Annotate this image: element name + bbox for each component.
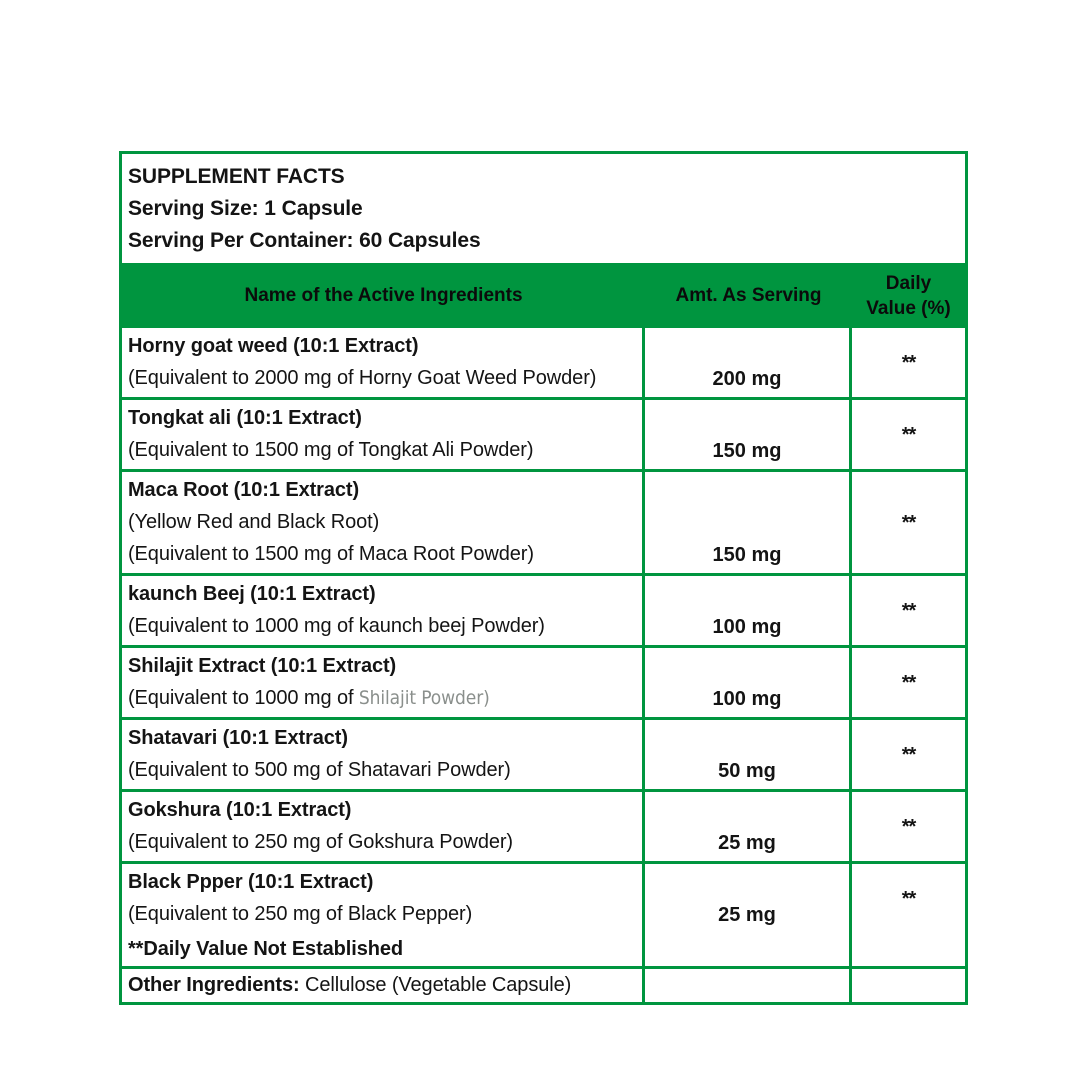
ingredient-name-cell [122,400,645,469]
ingredient-detail: (Equivalent to 1500 mg of Maca Root Powder) [128,543,534,565]
amount-cell [645,576,852,645]
daily-value-cell [852,328,965,397]
footnote-row [122,933,965,969]
panel-title: SUPPLEMENT FACTS [128,165,345,188]
supplement-facts-panel [119,151,968,1005]
footnote-dv-cell [852,933,965,966]
other-ingredients-row [122,969,965,1002]
daily-value-marker: ** [901,511,916,534]
amount-value: 100 mg [712,688,782,710]
amount-cell [645,400,852,469]
amount-value: 200 mg [712,368,782,390]
other-ingredients-dv-cell [852,969,965,1002]
other-ingredients-label: Other Ingredients: [128,974,300,996]
daily-value-cell [852,648,965,717]
amount-cell [645,720,852,789]
amount-cell [645,328,852,397]
ingredient-title: kaunch Beej (10:1 Extract) [128,583,376,605]
ingredient-name-cell [122,472,645,573]
column-header-daily-value-line2: Value (%) [866,297,951,319]
amount-value: 150 mg [712,544,782,566]
amount-value: 25 mg [718,832,776,854]
other-ingredients-cell [122,969,645,1002]
amount-value: 100 mg [712,616,782,638]
ingredient-title: Shatavari (10:1 Extract) [128,727,348,749]
amount-cell [645,648,852,717]
table-row [122,576,965,648]
column-header-daily-value [852,266,965,325]
ingredient-name-cell [122,576,645,645]
ingredient-name-cell [122,328,645,397]
ingredient-detail: (Equivalent to 250 mg of Gokshura Powder) [128,831,513,853]
ingredient-detail: (Equivalent to 2000 mg of Horny Goat Weed Powder) [128,367,597,389]
amount-value: 50 mg [718,760,776,782]
table-row [122,792,965,864]
ingredient-title: Gokshura (10:1 Extract) [128,799,352,821]
daily-value-footnote: **Daily Value Not Established [128,938,403,960]
amount-cell [645,792,852,861]
daily-value-marker: ** [901,351,916,374]
ingredient-name-cell [122,864,645,933]
ingredient-name-cell [122,792,645,861]
ingredient-detail: (Equivalent to 250 mg of Black Pepper) [128,903,473,925]
ingredient-detail-highlight: Shilajit Powder) [358,687,490,709]
table-row [122,400,965,472]
column-header-daily-value-line1: Daily [885,272,932,294]
ingredient-name-cell [122,720,645,789]
daily-value-marker: ** [901,815,916,838]
daily-value-cell [852,400,965,469]
ingredient-title: Shilajit Extract (10:1 Extract) [128,655,397,677]
table-header-row [122,263,965,328]
amount-cell [645,472,852,573]
ingredient-title: Tongkat ali (10:1 Extract) [128,407,362,429]
amount-cell [645,864,852,933]
table-row [122,472,965,576]
table-body [122,328,965,933]
daily-value-marker: ** [901,743,916,766]
daily-value-marker: ** [901,887,916,910]
daily-value-cell [852,720,965,789]
table-row [122,648,965,720]
amount-value: 25 mg [718,904,776,926]
daily-value-marker: ** [901,671,916,694]
ingredient-detail: (Equivalent to 1000 mg of kaunch beej Powder) [128,615,545,637]
daily-value-cell [852,864,965,933]
column-header-amount: Amt. As Serving [675,285,822,306]
daily-value-cell [852,472,965,573]
other-ingredients-value: Cellulose (Vegetable Capsule) [299,974,572,996]
table-row [122,720,965,792]
table-row [122,328,965,400]
serving-size: Serving Size: 1 Capsule [128,197,363,220]
other-ingredients-text [128,970,642,1000]
ingredient-detail: (Equivalent to 500 mg of Shatavari Powder) [128,759,511,781]
ingredient-title: Black Ppper (10:1 Extract) [128,871,374,893]
ingredient-detail [128,682,642,714]
column-header-ingredient-name: Name of the Active Ingredients [244,285,523,306]
other-ingredients-amount-cell [645,969,852,1002]
daily-value-cell [852,576,965,645]
amount-value: 150 mg [712,440,782,462]
ingredient-detail-prefix: (Equivalent to 1000 mg of [128,687,359,709]
daily-value-cell [852,792,965,861]
ingredient-detail: (Yellow Red and Black Root) [128,511,380,533]
serving-per-container: Serving Per Container: 60 Capsules [128,229,481,252]
ingredient-detail: (Equivalent to 1500 mg of Tongkat Ali Powder) [128,439,534,461]
daily-value-marker: ** [901,599,916,622]
ingredient-title: Maca Root (10:1 Extract) [128,479,359,501]
ingredient-name-cell [122,648,645,717]
footnote-amount-cell [645,933,852,966]
footnote-cell [122,933,645,966]
table-row [122,864,965,933]
daily-value-marker: ** [901,423,916,446]
ingredient-title: Horny goat weed (10:1 Extract) [128,335,419,357]
panel-title-block [122,154,965,263]
